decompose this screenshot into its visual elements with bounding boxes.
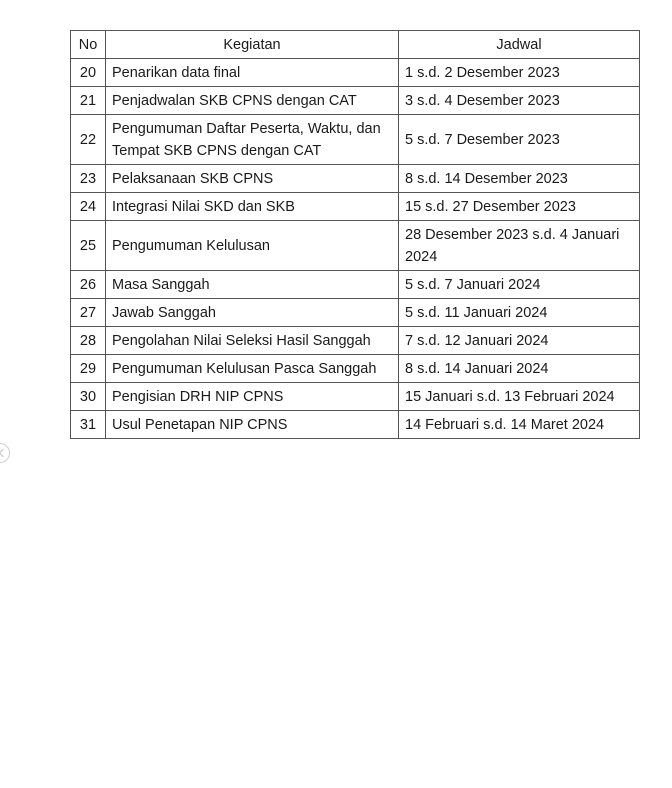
row-number: 27 <box>71 299 106 327</box>
header-no: No <box>71 31 106 59</box>
row-number: 30 <box>71 383 106 411</box>
table-row <box>71 193 640 221</box>
row-jadwal: 15 Januari s.d. 13 Februari 2024 <box>399 383 640 411</box>
row-kegiatan: Jawab Sanggah <box>106 299 399 327</box>
row-kegiatan: Penjadwalan SKB CPNS dengan CAT <box>106 87 399 115</box>
row-jadwal: 7 s.d. 12 Januari 2024 <box>399 327 640 355</box>
row-jadwal: 28 Desember 2023 s.d. 4 Januari 2024 <box>399 221 640 271</box>
row-kegiatan: Integrasi Nilai SKD dan SKB <box>106 193 399 221</box>
row-kegiatan: Pengumuman Kelulusan Pasca Sanggah <box>106 355 399 383</box>
row-number: 25 <box>71 221 106 271</box>
row-kegiatan: Pengumuman Kelulusan <box>106 221 399 271</box>
row-number: 20 <box>71 59 106 87</box>
header-kegiatan: Kegiatan <box>106 31 399 59</box>
row-kegiatan: Pengolahan Nilai Seleksi Hasil Sanggah <box>106 327 399 355</box>
row-kegiatan: Pengumuman Daftar Peserta, Waktu, dan Tempat SKB CPNS dengan CAT <box>106 115 399 165</box>
row-jadwal: 1 s.d. 2 Desember 2023 <box>399 59 640 87</box>
previous-page-chevron-icon[interactable] <box>0 443 10 463</box>
table-row <box>71 411 640 439</box>
row-number: 21 <box>71 87 106 115</box>
row-number: 31 <box>71 411 106 439</box>
table-row <box>71 165 640 193</box>
table-header-row <box>71 31 640 59</box>
row-number: 28 <box>71 327 106 355</box>
row-number: 22 <box>71 115 106 165</box>
row-kegiatan: Pengisian DRH NIP CPNS <box>106 383 399 411</box>
row-jadwal: 3 s.d. 4 Desember 2023 <box>399 87 640 115</box>
row-kegiatan: Masa Sanggah <box>106 271 399 299</box>
row-jadwal: 14 Februari s.d. 14 Maret 2024 <box>399 411 640 439</box>
table-row <box>71 221 640 271</box>
row-number: 24 <box>71 193 106 221</box>
schedule-table <box>70 30 640 439</box>
row-number: 23 <box>71 165 106 193</box>
table-row <box>71 87 640 115</box>
row-jadwal: 5 s.d. 7 Desember 2023 <box>399 115 640 165</box>
table-row <box>71 383 640 411</box>
table-row <box>71 59 640 87</box>
row-kegiatan: Usul Penetapan NIP CPNS <box>106 411 399 439</box>
row-number: 26 <box>71 271 106 299</box>
table-row <box>71 327 640 355</box>
row-kegiatan: Penarikan data final <box>106 59 399 87</box>
row-jadwal: 15 s.d. 27 Desember 2023 <box>399 193 640 221</box>
row-jadwal: 5 s.d. 11 Januari 2024 <box>399 299 640 327</box>
row-jadwal: 8 s.d. 14 Desember 2023 <box>399 165 640 193</box>
table-row <box>71 115 640 165</box>
table-row <box>71 299 640 327</box>
header-jadwal: Jadwal <box>399 31 640 59</box>
table-row <box>71 355 640 383</box>
table-row <box>71 271 640 299</box>
row-jadwal: 5 s.d. 7 Januari 2024 <box>399 271 640 299</box>
row-number: 29 <box>71 355 106 383</box>
row-jadwal: 8 s.d. 14 Januari 2024 <box>399 355 640 383</box>
row-kegiatan: Pelaksanaan SKB CPNS <box>106 165 399 193</box>
